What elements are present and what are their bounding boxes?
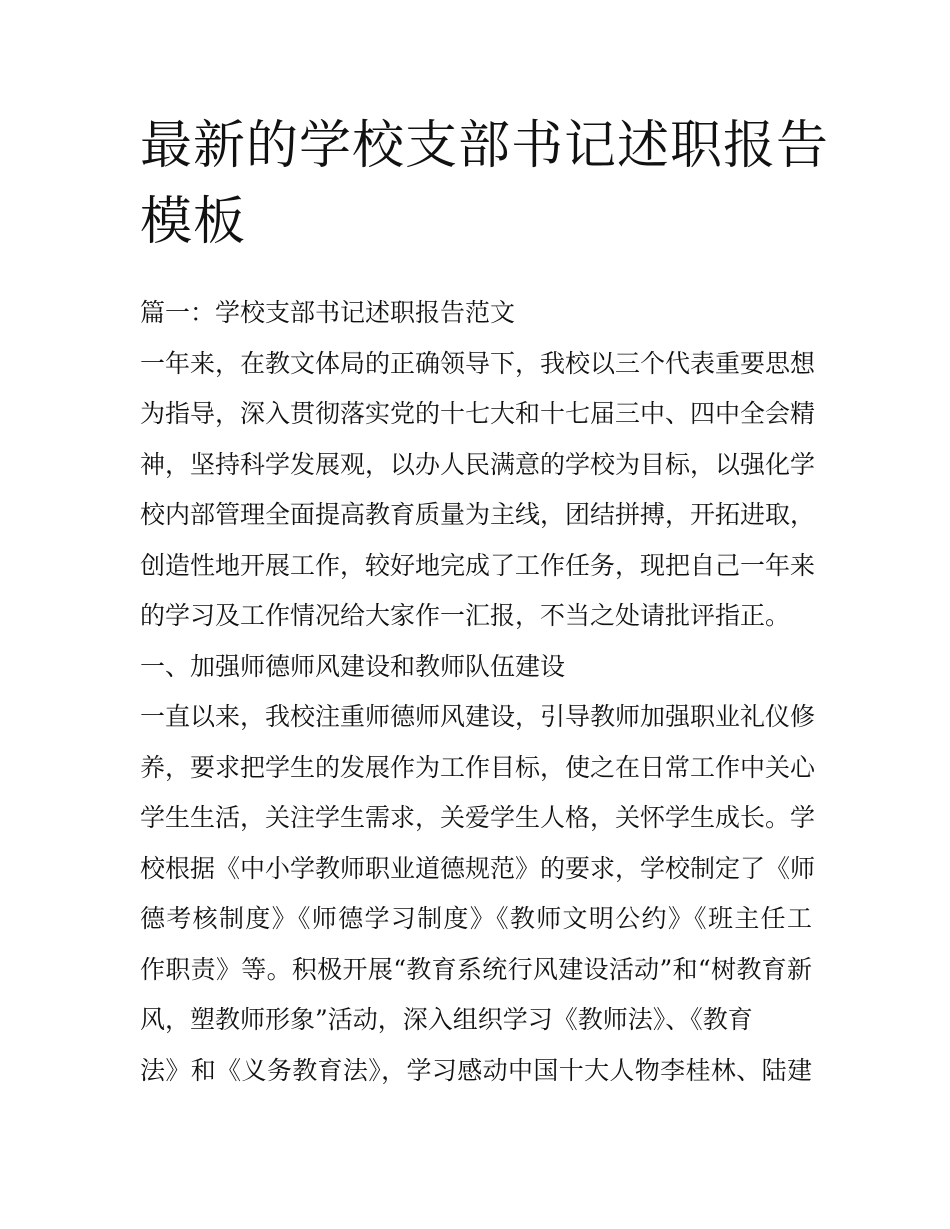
paragraph-line: 一直以来，我校注重师德师风建设，引导教师加强职业礼仪修 bbox=[140, 702, 816, 731]
title-line-1: 最新的学校支部书记述职报告 bbox=[140, 116, 830, 176]
paragraph-line: 为指导，深入贯彻落实党的十七大和十七届三中、四中全会精 bbox=[140, 399, 816, 428]
paragraph-line: 德考核制度》《师德学习制度》《教师文明公约》《班主任工 bbox=[140, 904, 812, 933]
paragraph-line: 创造性地开展工作，较好地完成了工作任务，现把自己一年来 bbox=[140, 550, 816, 580]
paragraph-line: 风，塑教师形象”活动，深入组织学习《教师法》、《教育 bbox=[140, 1005, 753, 1034]
document-content bbox=[140, 108, 830, 1096]
paragraph-line: 作职责》等。积极开展“教育系统行风建设活动”和“树教育新 bbox=[140, 954, 812, 984]
paragraph-line: 一年来，在教文体局的正确领导下，我校以三个代表重要思想 bbox=[140, 348, 816, 378]
paragraph-line: 学生生活，关注学生需求，关爱学生人格，关怀学生成长。学 bbox=[140, 803, 816, 832]
paragraph-line: 的学习及工作情况给大家作一汇报，不当之处请批评指正。 bbox=[140, 601, 791, 630]
paragraph-line: 神，坚持科学发展观，以办人民满意的学校为目标，以强化学 bbox=[140, 449, 816, 479]
document-body bbox=[140, 288, 816, 1096]
section-heading-one: 一、加强师德师风建设和教师队伍建设 bbox=[140, 651, 566, 681]
paragraph-line: 法》和《义务教育法》，学习感动中国十大人物李桂林、陆建 bbox=[140, 1055, 812, 1085]
paragraph-line: 养，要求把学生的发展作为工作目标，使之在日常工作中关心 bbox=[140, 752, 816, 782]
title-line-2: 模板 bbox=[140, 192, 247, 252]
section-heading-part-one: 篇一：学校支部书记述职报告范文 bbox=[140, 298, 516, 327]
paragraph-line: 校内部管理全面提高教育质量为主线，团结拼搏，开拓进取， bbox=[140, 500, 816, 529]
paragraph-line: 校根据《中小学教师职业道德规范》的要求，学校制定了《师 bbox=[140, 853, 816, 883]
document-title bbox=[140, 108, 830, 260]
